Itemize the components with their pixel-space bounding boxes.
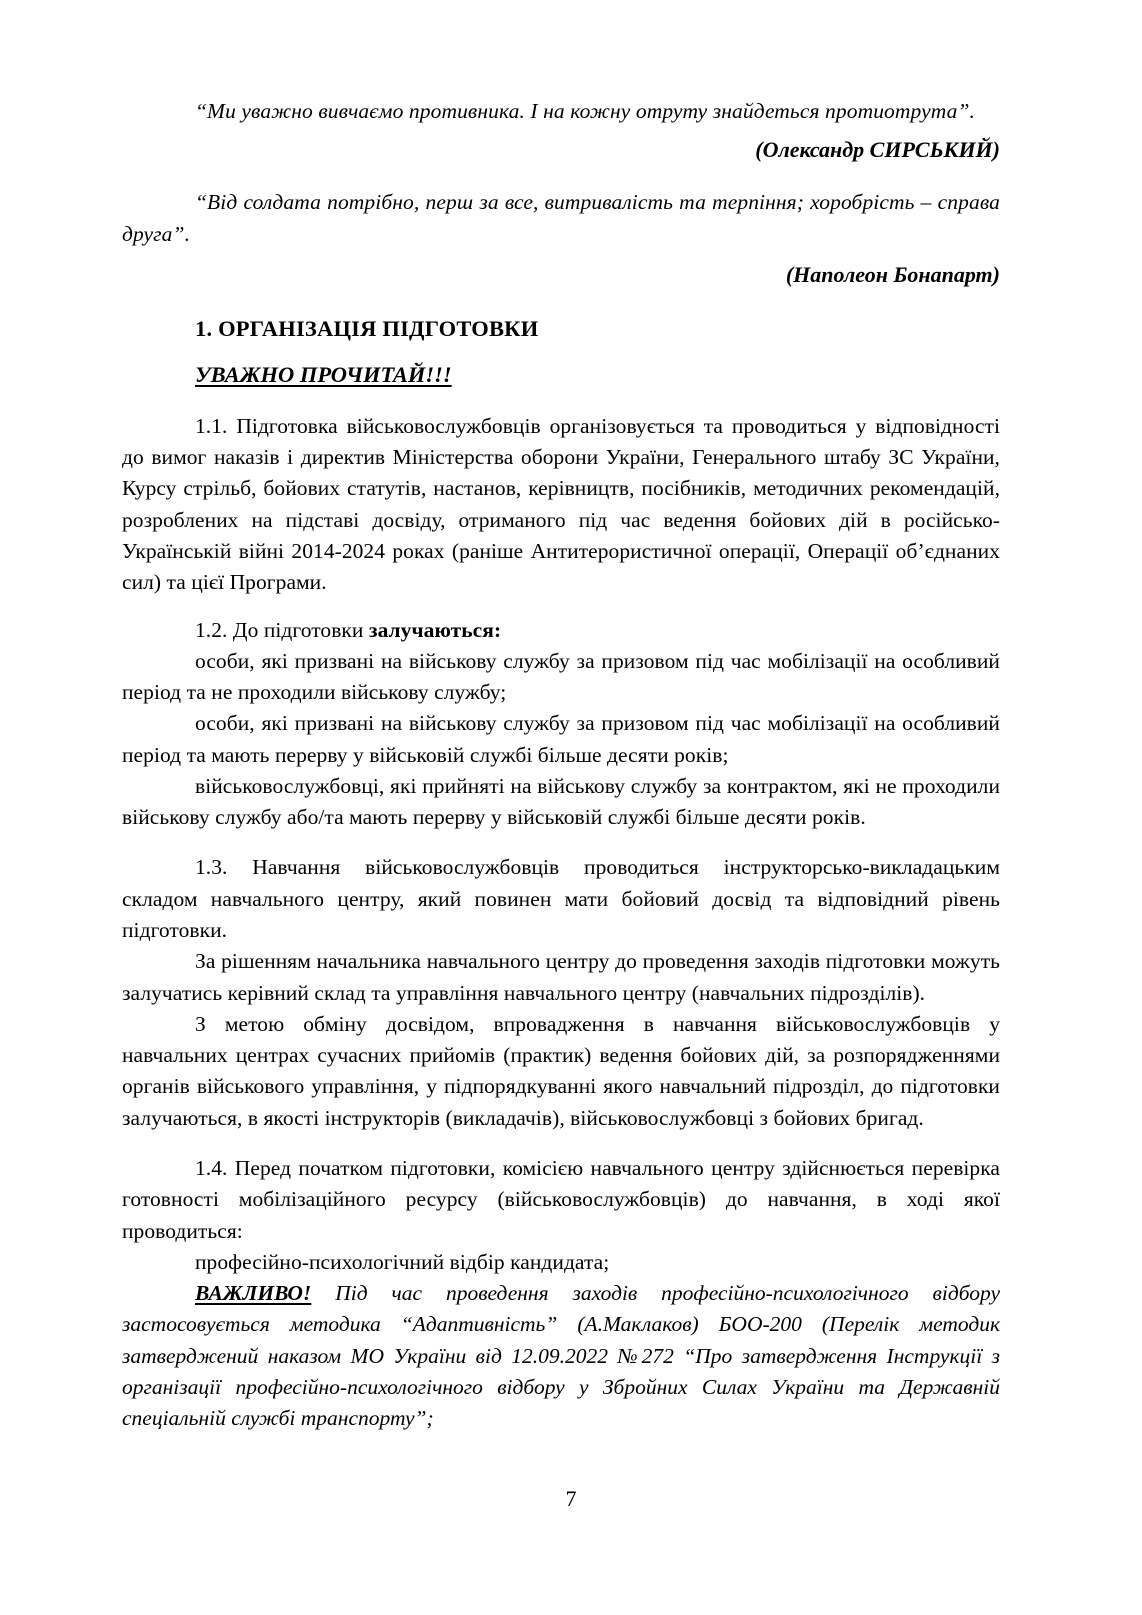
epigraph-quote-syrskyi: “Ми уважно вивчаємо противника. І на кожну отруту знайдеться протиотрута”. (195, 99, 976, 123)
clause-1-2-intro-bold: залучаються: (368, 617, 502, 642)
clause-1-2-item-3: військовослужбовці, які прийняті на військову службу за контрактом, які не проходили військову службу або/та мають перерву у військовій службі більше десяти років. (122, 773, 1000, 830)
clause-1-2-item-1: особи, які призвані на військову службу за призовом під час мобілізації на особливий період та не проходили військову службу; (122, 648, 1000, 705)
read-carefully-notice (122, 359, 1000, 392)
clause-1-4: 1.4. Перед початком підготовки, комісією навчального центру здійснюється перевірка готовності мобілізаційного ресурсу (військовослужбовців) до навчання, в ході якої проводиться: (122, 1156, 1000, 1243)
clause-1-3-paragraph-2: За рішенням начальника навчального центру до проведення заходів підготовки можуть залучатись керівний склад та управління навчального центру (навчальних підрозділів). (122, 949, 1000, 1005)
read-carefully-text: УВАЖНО ПРОЧИТАЙ!!! (195, 362, 452, 388)
clause-1-2-item-2: особи, які призвані на військову службу за призовом під час мобілізації на особливий період та мають перерву у військовій службі більше десяти років; (122, 711, 1000, 767)
clause-1-3-paragraph-3: З метою обміну досвідом, впровадження в навчання військовослужбовців у навчальних центрах сучасних прийомів (практик) ведення бойових дій, за розпорядженнями органів військового управління, у підпорядкуванні якого навчальний підрозділ, до підготовки залучаються, в якості інструкторів (викладачів), військовослужбовці з бойових бригад. (122, 1011, 1000, 1130)
important-note-label: ВАЖЛИВО! (195, 1281, 312, 1306)
page-content (122, 96, 1000, 1435)
clause-1-4-item-1: професійно-психологічний відбір кандидата; (195, 1249, 610, 1274)
section-heading: 1. ОРГАНІЗАЦІЯ ПІДГОТОВКИ (195, 315, 539, 341)
clause-1-2-intro (122, 615, 1000, 646)
important-note (122, 1278, 1000, 1434)
important-note-text: Під час проведення заходів професійно-психологічного відбору застосовується методика “Адаптивність” (А.Маклаков) БОО-200 (Перелік методик затверджений наказом МО України від 12.09.2022 №272 “Про затвердження Інструкції з організації професійно-психологічного відбору у Збройних Силах України та Державній спеціальній службі транспорту”; (122, 1281, 1000, 1431)
page-number: 7 (565, 1486, 577, 1511)
clause-1-3: 1.3. Навчання військовослужбовців проводиться інструкторсько-викладацьким складом навчального центру, який повинен мати бойовий досвід та відповідний рівень підготовки. (122, 855, 1000, 943)
clause-1-2-intro-plain: 1.2. До підготовки (195, 617, 369, 642)
epigraph-quote-napoleon: “Від солдата потрібно, перш за все, витривалість та терпіння; хоробрість – справа друга”. (122, 190, 1000, 247)
clause-1-1: 1.1. Підготовка військовослужбовців організовується та проводиться у відповідності до вимог наказів і директив Міністерства оборони України, Генерального штабу ЗС України, Курсу стрільб, бойових статутів, настанов, керівництв, посібників, методичних рекомендацій, розроблених на підставі досвіду, отриманого під час ведення бойових дій в російсько-Українській війні 2014-2024 роках (раніше Антитерористичної операції, Операції об’єднаних сил) та цієї Програми. (122, 413, 1000, 595)
epigraph-attribution-syrskyi: (Олександр СИРСЬКИЙ) (755, 136, 1000, 162)
epigraph-attribution-napoleon: (Наполеон Бонапарт) (785, 261, 1000, 287)
